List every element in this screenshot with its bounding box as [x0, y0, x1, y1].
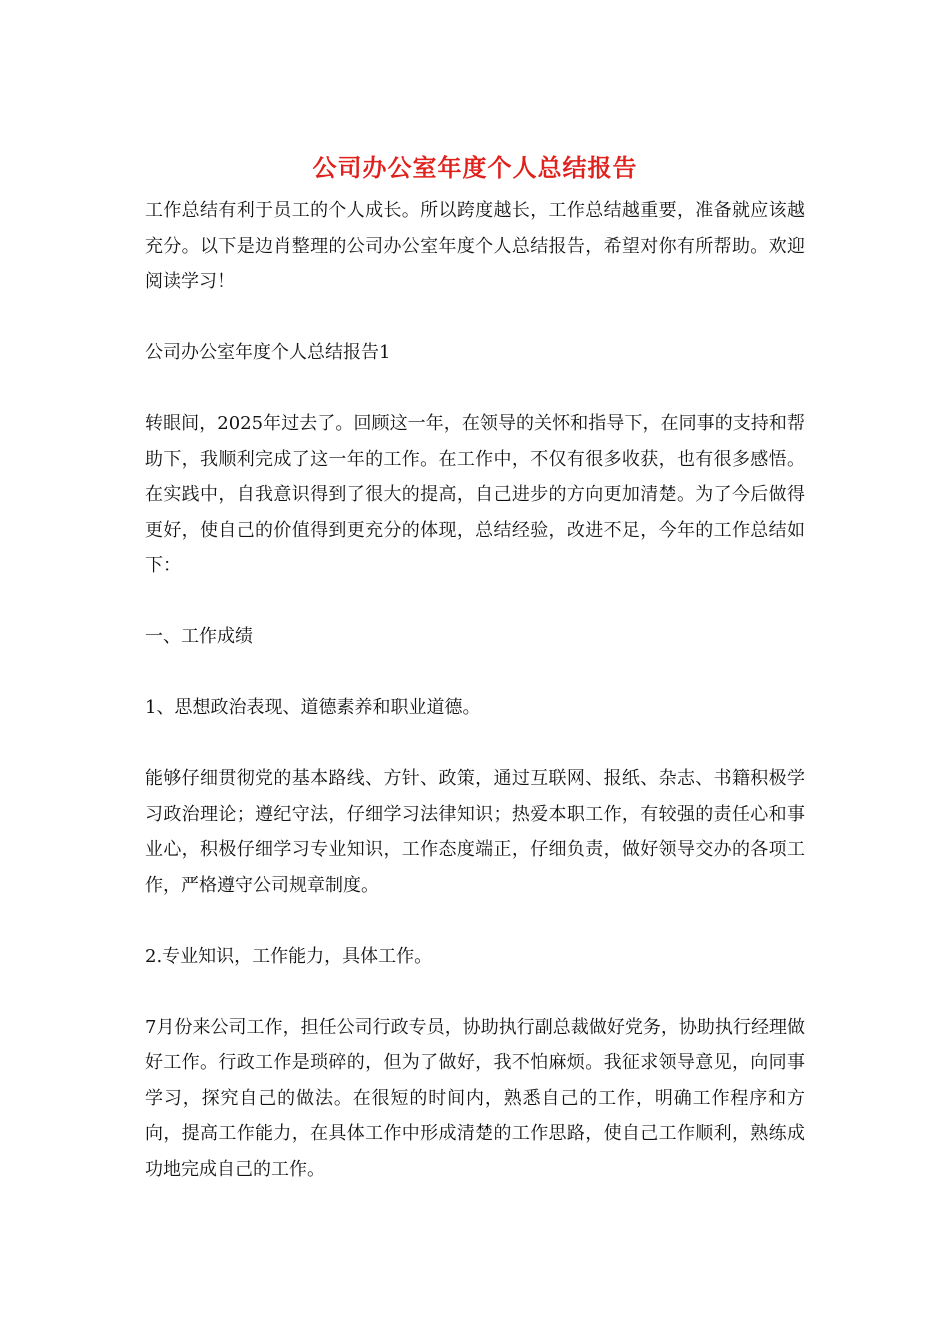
item-2-paragraph: 7月份来公司工作，担任公司行政专员，协助执行副总裁做好党务，协助执行经理做好工作。行政工作是琐碎的，但为了做好，我不怕麻烦。我征求领导意见，向同事学习，探究自己的做法。在很短的时间内，熟悉自己的工作，明确工作程序和方向，提高工作能力，在具体工作中形成清楚的工作思路，使自己工作顺利，熟练成功地完成自己的工作。 [145, 1016, 805, 1180]
item-1-paragraph: 能够仔细贯彻党的基本路线、方针、政策，通过互联网、报纸、杂志、书籍积极学习政治理论；遵纪守法，仔细学习法律知识；热爱本职工作，有较强的责任心和事业心，积极仔细学习专业知识，工作态度端正，仔细负责，做好领导交办的各项工作，严格遵守公司规章制度。 [145, 768, 805, 896]
opening-paragraph: 转眼间，2025年过去了。回顾这一年，在领导的关怀和指导下，在同事的支持和帮助下，我顺利完成了这一年的工作。在工作中，不仅有很多收获，也有很多感悟。在实践中，自我意识得到了很大的提高，自己进步的方向更加清楚。为了今后做得更好，使自己的价值得到更充分的体现，总结经验，改进不足，今年的工作总结如下： [145, 413, 805, 576]
section-heading-achievements: 一、工作成绩 [145, 626, 253, 647]
item-heading-1: 1、思想政治表现、道德素养和职业道德。 [145, 697, 481, 718]
document-body [145, 193, 805, 1223]
report-subtitle: 公司办公室年度个人总结报告1 [145, 342, 391, 363]
item-heading-2: 2.专业知识，工作能力，具体工作。 [145, 945, 433, 967]
intro-paragraph: 工作总结有利于员工的个人成长。所以跨度越长，工作总结越重要，准备就应该越充分。以下是边肖整理的公司办公室年度个人总结报告，希望对你有所帮助。欢迎阅读学习！ [145, 200, 805, 292]
document-title: 公司办公室年度个人总结报告 [312, 153, 638, 182]
